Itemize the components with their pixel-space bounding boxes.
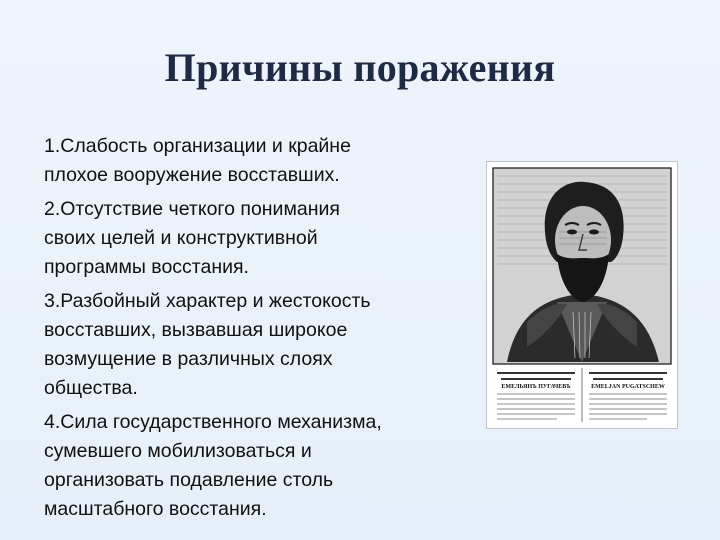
slide-title: Причины поражения <box>164 45 556 90</box>
list-item-text: 2.Отсутствие четкого понимания своих целей и конструктивной программы восстания. <box>44 198 340 278</box>
portrait-image <box>487 162 677 428</box>
list-item-text: 3.Разбойный характер и жестокость восставших, вызвавшая широкое возмущение в различных слоях общества. <box>44 290 371 399</box>
list-item <box>44 132 444 190</box>
list-item-text: 1.Слабость организации и крайне плохое вооружение восставших. <box>44 135 351 186</box>
list-item <box>44 195 444 282</box>
list-item <box>44 408 444 524</box>
list-item-text: 4.Сила государственного механизма, сумевшего мобилизоваться и организовать подавление столь масштабного восстания. <box>44 411 382 520</box>
portrait-engraving <box>486 161 678 429</box>
list-item <box>44 287 444 403</box>
caption-left-title: ЕМЕЛЬЯНЪ ПУГАЧЕВЪ <box>501 384 571 390</box>
caption-right-title: EMELJAN PUGATSCHEW <box>591 384 665 390</box>
reasons-list <box>44 132 444 529</box>
